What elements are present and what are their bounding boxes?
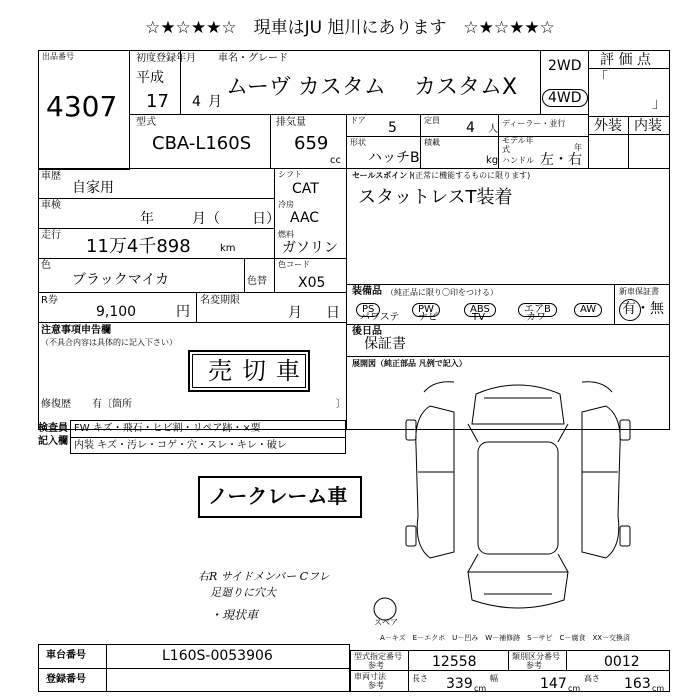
notes-label: 注意事項申告欄 [41,325,111,336]
divider [270,114,271,168]
drive-2wd: 2WD [548,58,582,74]
divider [346,324,670,325]
divider [498,114,499,168]
no-claim-stamp: ノークレーム車 [208,484,348,508]
inspection-year: 年 [140,211,154,227]
divider [70,437,346,438]
class-number-value: 0012 [604,654,640,670]
equip-airbag: エアB [518,297,557,317]
handwritten-line2: 足廻りに穴大 [210,586,276,599]
color-code-value: X05 [298,275,326,291]
lot-number: 4307 [46,90,118,123]
divider [346,284,670,285]
history-label: 車歴 [41,171,61,182]
car-diagram [404,376,632,616]
equip-pw: PW [412,297,440,317]
score-label: 評 価 点 [600,52,651,68]
divider [346,356,670,357]
model-label: 型式 [136,117,156,128]
sales-point-label: セールスポイント [352,171,416,180]
dimensions-label: 車両寸法 [354,672,386,681]
dimensions-sub: 参考 [368,681,384,690]
shift-value: CAT [292,181,319,197]
equip-aw: AW [574,297,602,317]
register-label: 登録番号 [46,674,86,685]
inspection-label: 車検 [41,200,61,211]
exterior-label: 外装 [594,118,622,134]
shape-label: 形状 [350,138,366,147]
equip-tv: TV [472,312,485,323]
length-unit: cm [474,684,487,693]
class-number-sub: 参考 [526,661,542,670]
sold-stamp: 売切車 [208,357,310,385]
divider [408,650,409,692]
width-label: 幅 [490,674,498,683]
width-value: 147 [540,676,567,692]
color-value: ブラックマイカ [72,272,170,288]
height-label: 高さ [584,674,600,683]
class-number-label: 類別区分番号 [512,652,560,661]
mileage-unit: km [220,243,236,254]
car-grade: カスタムX [414,75,518,100]
model-value: CBA-L160S [152,133,252,154]
recycle-value: 9,100 [96,304,137,320]
reg-year: 17 [146,91,169,112]
interior-label: 内装 [634,118,662,134]
divider [588,68,670,69]
divider [346,136,588,137]
after-value: 保証書 [364,336,406,352]
aircon-value: AAC [290,210,320,226]
drive-4wd: 4WD [542,89,588,107]
recycle-unit: 円 [176,304,190,320]
divider [38,292,346,293]
height-value: 163 [624,676,651,692]
color-label: 色 [41,260,51,271]
displacement-label: 排気量 [276,117,306,128]
divider [38,198,274,199]
notes-sub: （不具合内容は具体的に記入下さい） [41,338,177,347]
inspection-day: 日） [252,211,280,227]
displacement-value: 659 [294,133,329,154]
divider [244,258,245,292]
warranty-label: 新車保証書 [619,287,659,296]
type-designation-sub: 参考 [368,661,384,670]
inspector-row2: 内装 キズ・汚レ・コゲ・穴・スレ・キレ・破レ [74,440,287,451]
displacement-unit: cc [330,155,341,166]
divider [508,650,509,670]
mileage-label: 走行 [41,230,61,241]
fuel-value: ガソリン [282,240,338,256]
capacity-value: 4 [466,120,475,136]
divider [540,50,541,114]
divider [588,116,670,117]
banner-text: ☆★☆★★☆ 現車はJU 旭川にあります ☆★☆★★☆ [145,18,555,38]
chassis-value: L160S-0053906 [162,648,273,664]
door-value: 5 [388,120,397,136]
length-label: 長さ [412,674,428,683]
equip-ps: PS [356,297,380,317]
shift-label: シフト [278,170,302,179]
name-change-day: 日 [326,305,340,321]
divider [38,228,274,229]
equip-leather: カワ [526,312,546,323]
repair-label: 修復歴 [41,399,71,410]
length-value: 339 [446,676,473,692]
divider [38,322,346,323]
handwritten-line3: ・現状車 [210,608,259,622]
shape-value: ハッチB [368,150,420,166]
handwritten-line1: 右R サイドメンバー Cフレ [198,570,330,583]
recycle-label: R券 [41,295,58,306]
type-designation-label: 型式指定番号 [354,652,402,661]
divider [38,168,670,169]
dealer-label: ディーラー・並行 [502,119,566,128]
inspector-label2: 記入欄 [38,436,68,447]
model-year-label: モデル年式 [502,136,534,154]
name-change-label: 名変期限 [200,295,240,306]
inspection-month: 月 [192,211,206,227]
equipment-label: 装備品 [352,286,382,297]
divider [274,168,275,292]
load-unit: kg [486,155,499,166]
handle-label: ハンドル [502,156,534,165]
spare-label: スペア [374,618,398,627]
history-value: 自家用 [72,180,114,196]
inspector-row1: FW キズ・飛石・ヒビ割・リペア跡・×要 [74,423,261,434]
door-label: ドア [350,116,366,125]
reg-era: 平成 [136,70,164,86]
inspection-day-open: （ [206,211,220,227]
handle-value: 左・右 [540,152,582,168]
warranty-circle [619,299,641,321]
divider [106,644,107,692]
car-name: ムーヴ カスタム [226,75,386,100]
color-code-label: 色コード [278,260,310,269]
mileage-value: 11万4千898 [86,236,191,257]
divider [614,284,615,324]
divider [628,116,629,168]
model-year-unit: 年 [574,143,582,152]
inspector-label1: 検査員 [38,423,68,434]
equip-ps-sub: パワステ [360,312,400,323]
score-mark-open: 「 [594,70,608,86]
equipment-note: （純正品に限り〇印をつける） [386,288,498,297]
divider [346,114,347,168]
score-mark-close: 」 [652,96,666,112]
type-designation-value: 12558 [432,654,477,670]
equip-navi: ナビ [418,312,438,323]
sales-point-value: スタットレスT装着 [358,187,513,208]
legend: A－キズ E－エクボ U－凹み W－補修跡 S－サビ C－腐食 XX－交換済 [380,634,631,642]
divider [38,668,350,669]
divider [196,292,197,322]
divider [420,114,421,168]
fuel-label: 燃料 [278,230,294,239]
car-label: 車名・グレード [218,53,288,64]
width-unit: cm [568,684,581,693]
after-label: 後日品 [352,326,382,337]
repair-close: 〕 [336,399,346,410]
divider [588,134,670,135]
color-change-label: 色替 [247,276,267,287]
aircon-label: 冷房 [278,200,294,209]
lot-label: 出品番号 [42,52,74,61]
warranty-value: 有・無 [622,301,664,317]
equip-abs: ABS [464,297,496,317]
diagram-label: 展開図（純正部品 凡例で記入） [352,359,467,368]
capacity-unit: 人 [488,124,498,135]
reg-month-unit: 月 [208,94,222,110]
height-unit: cm [652,684,665,693]
divider [350,670,670,671]
reg-month: 4 [192,94,201,110]
chassis-label: 車台番号 [46,650,86,661]
load-label: 積載 [424,138,440,147]
reg-label: 初度登録年月 [136,53,196,64]
divider [130,114,588,115]
divider [38,258,346,259]
repair-value: 有〔箇所 [92,399,132,410]
divider [566,650,567,670]
name-change-month: 月 [288,305,302,321]
divider [346,168,347,430]
sales-point-note: (正常に機能するものに限ります) [412,171,531,180]
capacity-label: 定員 [424,116,440,125]
